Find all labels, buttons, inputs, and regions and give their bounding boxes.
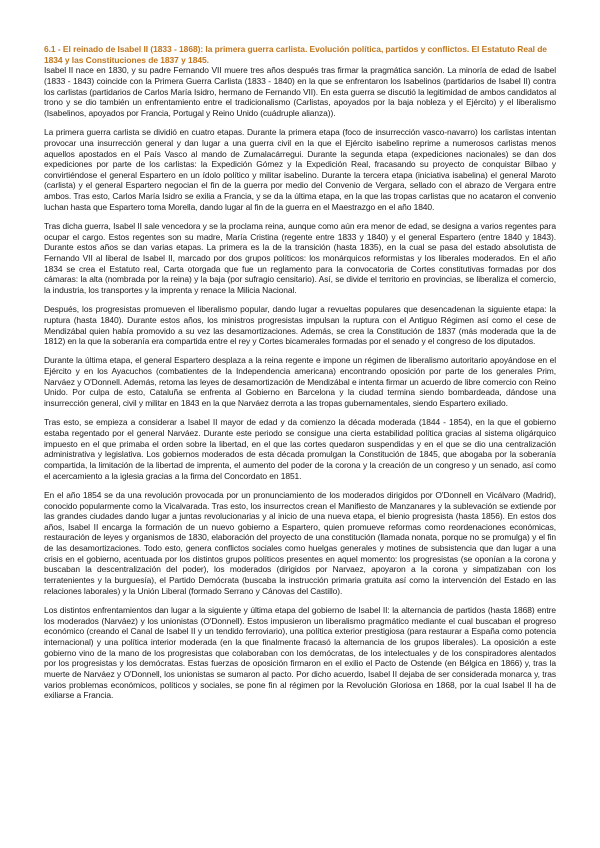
paragraph-progressive-biennium: En el año 1854 se da una revolución provocada por un pronunciamiento de los moderados dirigidos por O'Donnell en Vicálvaro (Madrid), conocido popularmente como la Vicalvarada. Tras esto, los insurrectos crean el Manifiesto de Manzanares y la sublevación se extiende por las grandes ciudades dando lugar a juntas revolucionarias y al inicio de una nueva etapa, el bienio progresista (hasta 1856). En estos dos años, Isabel II encarga la formación de un nuevo gobierno a Espartero, quien promueve reformas como reordenaciones económicas, restauración de leyes y organismos de 1830, elaboración del proyecto de una constitución (llamada nonata, porque no se promulga) y el fin de las desamortizaciones. Todo esto, genera conflictos sociales como huelgas generales y motines de subsistencia que dan lugar a una crisis en el gobierno, acentuada por los distintos grupos políticos presentes en aquel momento: los progresistas (se oponían a la corona y buscaban la descentralización del poder), los moderados (dirigidos por Narvaez, apoyaron a la corona y simpatizaban con los terratenientes y la burguesía), el Partido Demócrata (buscaba la instrucción primaria gratuita así como la intervención del Estado en las relaciones laborales) y la Unión Liberal (formado Serrano y Cánovas del Castillo). <box>44 489 556 596</box>
section-title: 6.1 - El reinado de Isabel II (1833 - 1868): la primera guerra carlista. Evolución política, partidos y conflictos. El Estatuto Real de 1834 y las Constituciones de 1837 y 1845. <box>44 44 547 65</box>
paragraph-moderate-decade: Tras esto, se empieza a considerar a Isabel II mayor de edad y da comienzo la década moderada (1844 - 1854), en la que el gobierno estaba regentado por el general Narváez. Durante este periodo se consigue una cierta estabilidad política gracias al sistema oligárquico impuesto en el que primaba el orden sobre la libertad, en el que las cortes quedaron suspendidas y en el que se dio una centralización administrativa y legislativa. Los gobiernos moderados de esta década promulgan la Constitución de 1845, que abogaba por la soberanía compartida, la limitación de la libertad de imprenta, el aumento del poder de la corona y la creación de un congreso y un senado, así como el acercamiento a la iglesia gracias a la firma del Concordato en 1851. <box>44 417 556 481</box>
paragraph-party-alternation: Los distintos enfrentamientos dan lugar a la siguiente y última etapa del gobierno de Isabel II: la alternancia de partidos (hasta 1868) entre los moderados (Narváez) y los unionistas (O'Donnell). Estos impusieron un liberalismo pragmático mediante el cual buscaban el progreso económico (creando el Canal de Isabel II y un tendido ferroviario), una política exterior prestigiosa (para restaurar a España como potencia internacional) y una política interior moderada (en la que finalmente fracasó la alternancia de los grupos liberales). La oposición a este gobierno vino de la mano de los progresistas que colaboraban con los demócratas, de los intelectuales y de los conspiradores alentados por los progresistas y los demócratas. Estas fuerzas de oposición firmaron en el exilio el Pacto de Ostende (en Bélgica en 1866) y, tras la muerte de Narváez y O'Donnell, los unionistas se sumaron al pacto. Por dicho acuerdo, Isabel II dejaba de ser considerada monarca y, tras varios problemas económicos, políticos y sociales, se pone fin al régimen por la Revolución Gloriosa en 1868, por la cual Isabel II ha de exiliarse a Francia. <box>44 605 556 701</box>
paragraph-intro: Isabel II nace en 1830, y su padre Fernando VII muere tres años después tras firmar la pragmática sanción. La minoría de edad de Isabel (1833 - 1843) coincide con la Primera Guerra Carlista (1833 - 1840) en la que se enfrentaron los Isabelinos (partidarios de Isabel II) contra los carlistas (partidarios de Carlos María Isidro, hermano de Fernando VII). En esta guerra se discutió la legitimidad de ambos candidatos al trono y se dio también un enfrentamiento entre el tradicionalismo (Carlistas, apoyados por la baja nobleza y el Ejército) y el liberalismo (Isabelinos, apoyados por Francia, Portugal y Reino Unido (cuádruple alianza)). <box>44 65 556 118</box>
paragraph-espartero: Durante la última etapa, el general Espartero desplaza a la reina regente e impone un régimen de liberalismo autoritario apoyándose en el Ejército y en los Ayacuchos (combatientes de la Independencia americana) encontrando oposición por parte de los generales Prim, Narváez y O'Donnell. Además, retoma las leyes de desamortización de Mendizábal e intenta firmar un acuerdo de libre comercio con Reino Unido. Por culpa de esto, Cataluña se enfrenta al Gobierno en Barcelona y la ciudad termina siendo bombardeada, dándose una insurrección general, civil y militar en 1843 en la que Narváez derrota a las tropas gubernamentales, siendo Espartero exiliado. <box>44 355 556 409</box>
paragraph-rupture: Después, los progresistas promueven el liberalismo popular, dando lugar a revueltas populares que desencadenan la siguiente etapa: la ruptura (hasta 1840). Durante estos años, los ministros progresistas impulsan la ruptura con el Antiguo Régimen así como el cese de Mendizábal quien había promovido a su vez las desamortizaciones. Además, se crea la Constitución de 1837 (más moderada que la de 1812) en la que la soberanía era compartida entre el rey y Cortes bicamerales formadas por el senado y el congreso de los diputados. <box>44 304 556 347</box>
paragraph-regency: Tras dicha guerra, Isabel II sale vencedora y se la proclama reina, aunque como aún era menor de edad, se designa a varios regentes para ocupar el cargo. Estos regentes son su madre, María Cristina (regente entre 1833 y 1840) y el general Espartero (entre 1840 y 1843). Durante estos años se dan varias etapas. La primera es la de la transición (hasta 1835), en la cual se pasa del estado absolutista de Fernando VII al liberal de Isabel II, marcado por dos grupos políticos: los monárquicos reformistas y los liberales moderados. En el año 1834 se crea el Estatuto real, Carta otorgada que fue un reglamento para la convocatoria de Cortes constitutivas formadas por dos cámaras: la alta (nombrada por la reina) y la baja (por sufragio censitario). Así, se divide el territorio en provincias, se liberaliza el comercio, la industria, los transportes y la imprenta y renace la Milicia Nacional. <box>44 221 556 295</box>
paragraph-carlist-war: La primera guerra carlista se dividió en cuatro etapas. Durante la primera etapa (foco de insurrección vasco-navarro) los carlistas intentan provocar una insurrección general y dan lugar a una guerra civil en la que el Ejército isabelino reprime a numerosos carlistas menos aquellos apostados en el País Vasco al mando de Zumalacárregui. Durante la segunda etapa (expediciones nacionales) se dan dos expediciones por parte de los carlistas: la Expedición Gómez y la Expedición Real, fracasando su proyecto de conquistar Bilbao y convirtiéndose el general Espartero en un ídolo político y militar isabelino. Durante la tercera etapa (iniciativa isabelina) el general Maroto (carlista) y el general Espartero negocian el fin de la guerra por medio del Convenio de Vergara, sellado con el abrazo de Vergara entre ambos. Tras esto, Carlos María Isidro se exilia a Francia, y se da la última etapa, en la que las tropas carlistas que no acataron el convenio luchan hasta que Espartero toma Morella, dando lugar al fin de la guerra en el Maestrazgo en el año 1840. <box>44 127 556 212</box>
